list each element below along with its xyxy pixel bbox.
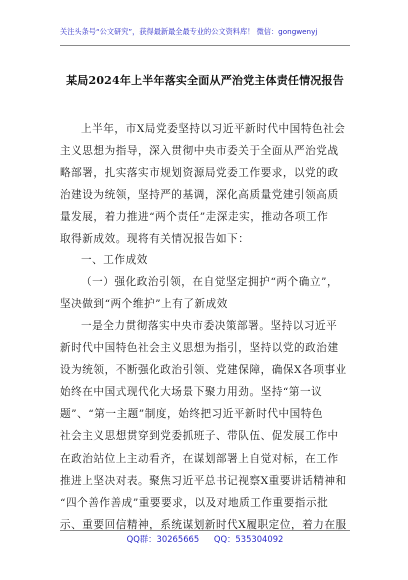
text-line: “四个善作善成”重要要求，以及对地质工作重要指示批: [60, 496, 329, 509]
section-heading: [60, 249, 352, 271]
intro-paragraph: [60, 118, 352, 251]
header-divider: [60, 45, 350, 46]
footer-divider: [60, 530, 350, 531]
subsection-heading: [60, 271, 352, 315]
text-line: 取得新成效。现将有关情况报告如下：: [60, 233, 250, 246]
body-paragraph: [60, 315, 352, 536]
text-line: 推进上坚决对表。聚焦习近平总书记视察X重要讲话精神和: [60, 474, 347, 487]
text-line: 新时代中国特色社会主义思想为指引，坚持以党的政治建: [60, 342, 339, 355]
text-line: 坚决做到“两个维护”上有了新成效: [60, 298, 228, 311]
text-line: 上半年，市X局党委坚持以习近平新时代中国特色社会: [81, 123, 346, 135]
text-line: 示、重要回信精神，系统谋划新时代X履职定位，着力在服: [60, 518, 347, 531]
header-notice: 关注头条号“公文研究”，获得最新最全最专业的公文资料库！ 微信：gongwenyj: [60, 27, 318, 36]
text-line: 题”、“第一主题”制度，始终把习近平新时代中国特色: [60, 408, 324, 421]
footer-qq: QQ：535304092: [213, 534, 284, 544]
text-line: 社会主义思想贯穿到党委抓班子、带队伍、促发展工作中: [60, 430, 339, 443]
text-line: 一是全力贯彻落实中央市委决策部署。坚持以习近平: [81, 320, 338, 332]
text-line: 在政治站位上主动看齐，在谋划部署上自觉对标，在工作: [60, 452, 339, 465]
text-line: 治建设为统领，坚持严的基调，深化高质量党建引领高质: [60, 189, 339, 202]
footer-qq-group: QQ群：30265665: [126, 534, 200, 544]
text-line: 一、工作成效: [81, 254, 148, 266]
text-line: 略部署，扎实落实市规划资源局党委工作要求，以党的政: [60, 167, 339, 180]
footer-contact: [60, 533, 350, 545]
text-line: 始终在中国式现代化大场景下聚力用劲。坚持“第一议: [60, 386, 323, 399]
document-title: 某局2024年上半年落实全面从严治党主体责任情况报告: [66, 74, 344, 87]
text-line: （一）强化政治引领，在自觉坚定拥护“两个确立”，: [81, 276, 339, 288]
text-line: 主义思想为指导，深入贯彻中央市委关于全面从严治党战: [60, 145, 339, 158]
text-line: 设为统领，不断强化政治引领、党建保障，确保X各项事业: [60, 364, 347, 377]
text-line: 量发展，着力推进“两个责任”走深走实，推动各项工作: [60, 211, 329, 224]
